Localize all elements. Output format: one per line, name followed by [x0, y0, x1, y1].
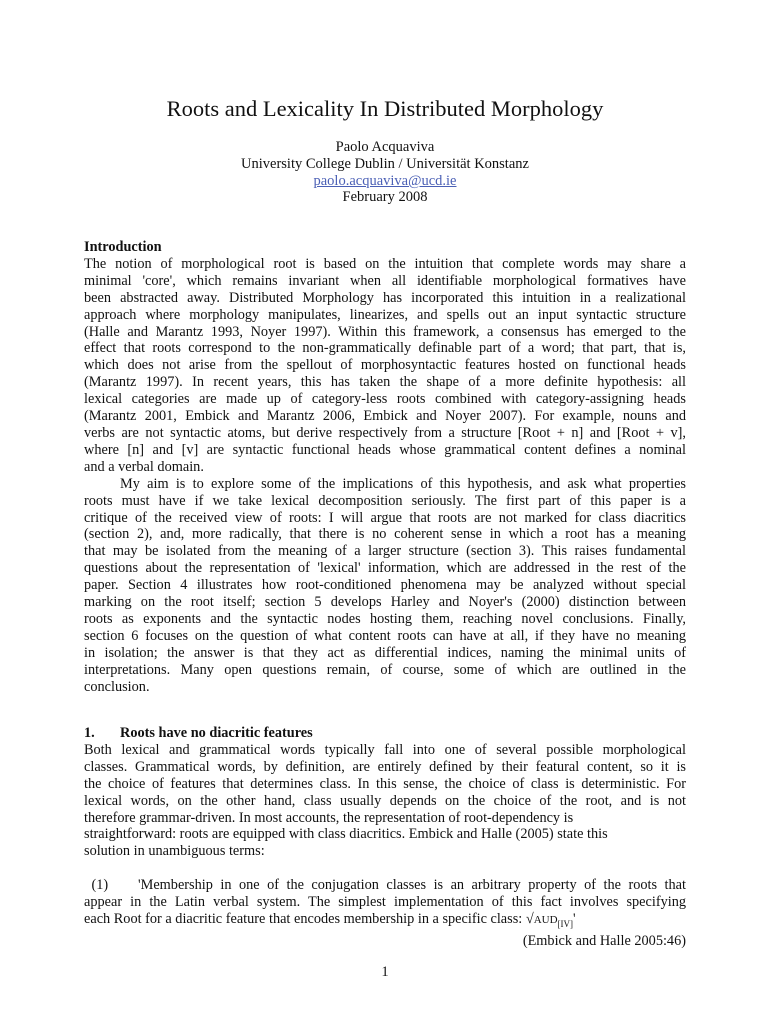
- text-line: My aim is to explore some of the implications of this hypothesis, and ask what properties: [120, 475, 686, 492]
- text-line: lexical words, on the other hand, class usually depends on the choice of the root, and is not: [84, 792, 686, 809]
- example-line: appear in the Latin verbal system. The simplest implementation of this fact involves specifying: [84, 893, 686, 910]
- text-line: straightforward: roots are equipped with class diacritics. Embick and Halle (2005) state this: [84, 826, 608, 843]
- page-number: 1: [381, 964, 389, 980]
- text-line: been abstracted away. Distributed Morphology has incorporated this intuition in a realizational: [84, 289, 686, 306]
- text-line: classes. Grammatical words, by definition, are entirely defined by their featural content, so it is: [84, 758, 686, 775]
- example-citation: (Embick and Halle 2005:46): [522, 932, 686, 949]
- class-subscript: [IV]: [557, 918, 574, 929]
- text-line: The notion of morphological root is based on the intuition that complete words may share a: [84, 255, 686, 272]
- text-line: solution in unambiguous terms:: [84, 843, 265, 860]
- affiliation: University College Dublin / Universität Konstanz: [241, 156, 529, 172]
- text-line: roots must have if we take lexical decomposition seriously. The first part of this paper is a: [84, 492, 686, 509]
- text-line: verbs are not syntactic atoms, but derive respectively from a structure [Root + n] and [Root + v],: [84, 424, 686, 441]
- text-line: lexical categories are made up of category-less roots combined with category-assigning heads: [84, 391, 686, 408]
- root-label: AUD: [533, 913, 558, 926]
- text-line: which does not arise from the spellout of morphosyntactic features hosted on functional heads: [84, 357, 686, 374]
- text-line: paper. Section 4 illustrates how root-conditioned phenomena may be analyzed without special: [84, 577, 686, 594]
- section-1-paragraph: [84, 742, 686, 860]
- text-line: (Marantz 2001, Embick and Marantz 2006, Embick and Noyer 2007). For example, nouns and: [84, 408, 686, 425]
- text-line: (Halle and Marantz 1993, Noyer 1997). Within this framework, a consensus has emerged to the: [84, 323, 686, 340]
- author-name: Paolo Acquaviva: [335, 139, 435, 155]
- text-line: the choice of features that determines class. In this sense, the choice of class is deterministic. For: [84, 775, 686, 792]
- email-link[interactable]: paolo.acquaviva@ucd.ie: [313, 173, 457, 189]
- intro-paragraph-2: [84, 476, 686, 696]
- text-line: (section 2), and, more radically, that there is no coherent sense in which a root has a meaning: [84, 526, 686, 543]
- section-1: [84, 725, 686, 860]
- text-line: that may be isolated from the meaning of a larger structure (section 3). This raises fundamental: [84, 543, 686, 560]
- text-line: effect that roots correspond to the non-grammatically definable part of a word; that part, that is,: [84, 340, 686, 357]
- introduction-section: [84, 239, 686, 695]
- example-text: ': [573, 910, 576, 927]
- example-line: (1) 'Membership in one of the conjugation classes is an arbitrary property of the roots that: [84, 877, 686, 893]
- date: February 2008: [342, 189, 428, 205]
- text-line: (Marantz 1997). In recent years, this has taken the shape of a more definite hypothesis: all: [84, 374, 686, 391]
- text-line: where [n] and [v] are syntactic functional heads whose grammatical content defines a nominal: [84, 441, 686, 458]
- section-1-heading: [84, 725, 686, 742]
- section-number: 1.: [84, 725, 95, 741]
- text-line: interpretations. Many open questions remain, of course, some of which are outlined in the: [84, 661, 686, 678]
- text-line: critique of the received view of roots: I will argue that roots are not marked for class diacritics: [84, 509, 686, 526]
- text-line: marking on the root itself; section 5 develops Harley and Noyer's (2000) distinction between: [84, 594, 686, 611]
- text-line: minimal 'core', which remains invariant when all identifiable morphological formatives have: [84, 272, 686, 289]
- text-line: Both lexical and grammatical words typically fall into one of several possible morphological: [84, 741, 686, 758]
- text-line: section 6 focuses on the question of what content roots can have at all, if they have no meaning: [84, 627, 686, 644]
- example-1: [84, 877, 686, 949]
- example-line: [84, 911, 686, 933]
- section-title: Roots have no diacritic features: [120, 725, 313, 741]
- text-line: therefore grammar-driven. In most accounts, the representation of root-dependency is: [84, 809, 574, 826]
- text-line: approach where morphology manipulates, linearizes, and spells out an input syntactic structure: [84, 306, 686, 323]
- example-text: each Root for a diacritic feature that encodes membership in a specific class: √: [84, 910, 534, 927]
- introduction-heading: Introduction: [84, 239, 162, 255]
- text-line: in isolation; the answer is that they act as differential indices, naming the minimal units of: [84, 644, 686, 661]
- text-line: and a verbal domain.: [84, 458, 204, 475]
- text-line: conclusion.: [84, 678, 150, 695]
- text-line: questions about the representation of 'lexical' information, which are addressed in the rest of the: [84, 560, 686, 577]
- text-line: roots as exponents and the syntactic nodes hosting them, reaching novel conclusions. Finally,: [84, 610, 686, 627]
- intro-paragraph-1: [84, 256, 686, 476]
- document-title: Roots and Lexicality In Distributed Morphology: [166, 96, 604, 121]
